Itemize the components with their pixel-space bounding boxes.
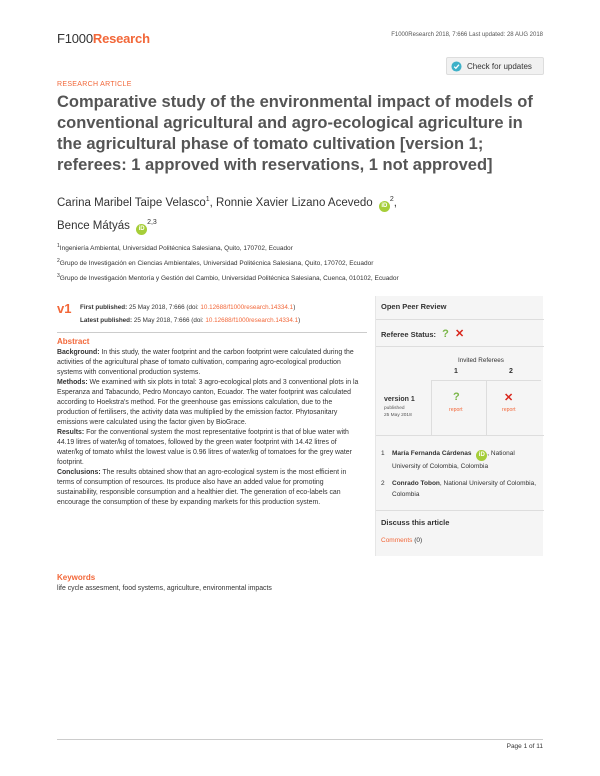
author-affil-ref: 2,3 [147,218,157,226]
abstract-background: Background: In this study, the water footprint and the carbon footprint were calculated during the activities of the agricultural phase of tomato cultivation, comparing agro-ecological production systems with conventional production systems. [57,349,354,376]
open-peer-review-panel: Open Peer Review Referee Status: ? ✕ Invited Referees 1 2 version 1 published 25 May 2018 ? ✕ report report 1 María Fernanda Cárdenas iD , National University of Colombia, Colombia 2 Conrado Tobon, National University of Colombia, Colombia Discuss this article Comments (0) [375,296,543,556]
author-name[interactable]: Bence Mátyás [57,219,130,232]
doi-link[interactable]: 10.12688/f1000research.14334.1 [205,317,299,324]
abstract-methods: Methods: We examined with six plots in total: 3 agro-ecological plots and 3 conventional plots in la Esperanza and Tabacundo, Pedro Moncayo canton, Ecuador. The water footprint was calculated according to Hoekstra's method. For the greenhouse gas emissions calculation, due to the production of fertilisers, the activity data was multiplied by the emission factor. Phytosanitary emissions were calculated using the factor given by BioGrace. [57,379,359,426]
not-approved-icon: ✕ [504,392,514,404]
author-name[interactable]: Ronnie Xavier Lizano Acevedo [216,196,373,209]
first-published-line: First published: 25 May 2018, 7:666 (doi: 10.12688/f1000research.14334.1) [80,304,296,311]
divider [376,435,544,436]
check-for-updates-button[interactable] [446,57,544,75]
comments-count: (0) [414,537,423,544]
referee-name[interactable]: María Fernanda Cárdenas [392,450,472,457]
referee-column-1: 1 [454,368,458,375]
divider [376,510,544,511]
keywords-heading: Keywords [57,573,96,582]
latest-published-line: Latest published: 25 May 2018, 7:666 (doi: 10.12688/f1000research.14334.1) [80,317,301,324]
peer-review-title: Open Peer Review [381,302,447,311]
discuss-heading: Discuss this article [381,518,450,527]
approved-with-reservations-icon: ? [442,328,449,340]
version-tag: v1 [57,301,72,316]
doi-link[interactable]: 10.12688/f1000research.14334.1 [200,304,294,311]
author-affil-ref: 1 [205,196,210,203]
divider [376,319,544,320]
abstract-body [57,348,362,508]
not-approved-icon: ✕ [454,328,465,340]
crossmark-icon [451,61,462,72]
footer-divider [57,739,543,740]
abstract-results: Results: For the conventional system the most representative footprint is that of blue water with 44.19 litres of water/kg of tomatoes, followed by the green water footprint with 14.42 litres of water/kg of tomato whilst the lowest value is 0.96 litres of water/kg of tomatoes for the grey water footprint. [57,429,352,466]
logo-prefix: F1000 [57,31,93,46]
logo-suffix: Research [92,31,150,46]
journal-logo[interactable] [57,31,150,46]
orcid-icon[interactable]: iD [476,450,487,461]
table-gridline [486,380,487,435]
version-published: published 25 May 2018 [384,406,412,418]
orcid-icon[interactable]: iD [136,224,147,235]
affiliation-list [57,240,547,285]
referee-column-2: 2 [509,368,513,375]
publication-dates [80,301,300,327]
article-title: Comparative study of the environmental impact of models of conventional agricultural and agro-ecological agriculture in the agricultural phase of tomato cultivation [version 1; referees: 1 approved with reservations, 1 not approved] [57,93,533,174]
referee-name[interactable]: Conrado Tobon [392,480,440,487]
invited-referees-label: Invited Referees [458,357,504,364]
table-gridline [431,380,432,435]
abstract-heading: Abstract [57,337,90,346]
version-label[interactable]: version 1 [384,396,415,403]
divider [57,332,367,333]
keywords-text: life cycle assesment, food systems, agriculture, environmental impacts [57,585,272,592]
author-list: Carina Maribel Taipe Velasco$^1$, Ronnie Xavier Lizano Acevedo $iD^2$, Bence Mátyás iD$^{2,3}$ [57,190,547,236]
comments [381,537,422,544]
citation-line: F1000Research 2018, 7:666 Last updated: 28 AUG 2018 [391,32,543,38]
page-number: Page 1 of 11 [506,743,543,750]
author-name[interactable]: Carina Maribel Taipe Velasco [57,196,206,209]
author-affil-ref: 2 [389,196,394,203]
article-type: RESEARCH ARTICLE [57,81,132,88]
report-link-1[interactable]: report [449,407,463,413]
referee-status: Referee Status: ? ✕ [381,328,465,340]
divider [376,346,544,347]
abstract-conclusions: Conclusions: The results obtained show that an agro-ecological system is the most efficient in terms of consumption of resources. Its produce also have an added value for promoting sustainability, responsible consumption and a healthier diet. The generation of eco-labels can encourage the consumption of these by expanding markets for this production system. [57,469,347,506]
approved-with-reservations-icon: ? [453,391,460,403]
comments-link[interactable]: Comments [381,537,413,544]
affiliation-item: $^2$Grupo de Investigación en Ciencias Ambientales, Universidad Politécnica Salesiana, Quito, 170702, Ecuador [57,258,374,268]
orcid-icon[interactable]: iD [379,201,390,212]
report-link-2[interactable]: report [502,407,516,413]
affiliation-item: $^1$Ingeniería Ambiental, Universidad Politécnica Salesiana, Quito, 170702, Ecuador [57,243,293,253]
affiliation-item: $^3$Grupo de Investigación Mentoría y Gestión del Cambio, Universidad Politécnica Salesiana, Cuenca, 010102, Ecuador [57,273,399,283]
check-for-updates-label: Check for updates [467,61,532,71]
divider [431,380,541,381]
